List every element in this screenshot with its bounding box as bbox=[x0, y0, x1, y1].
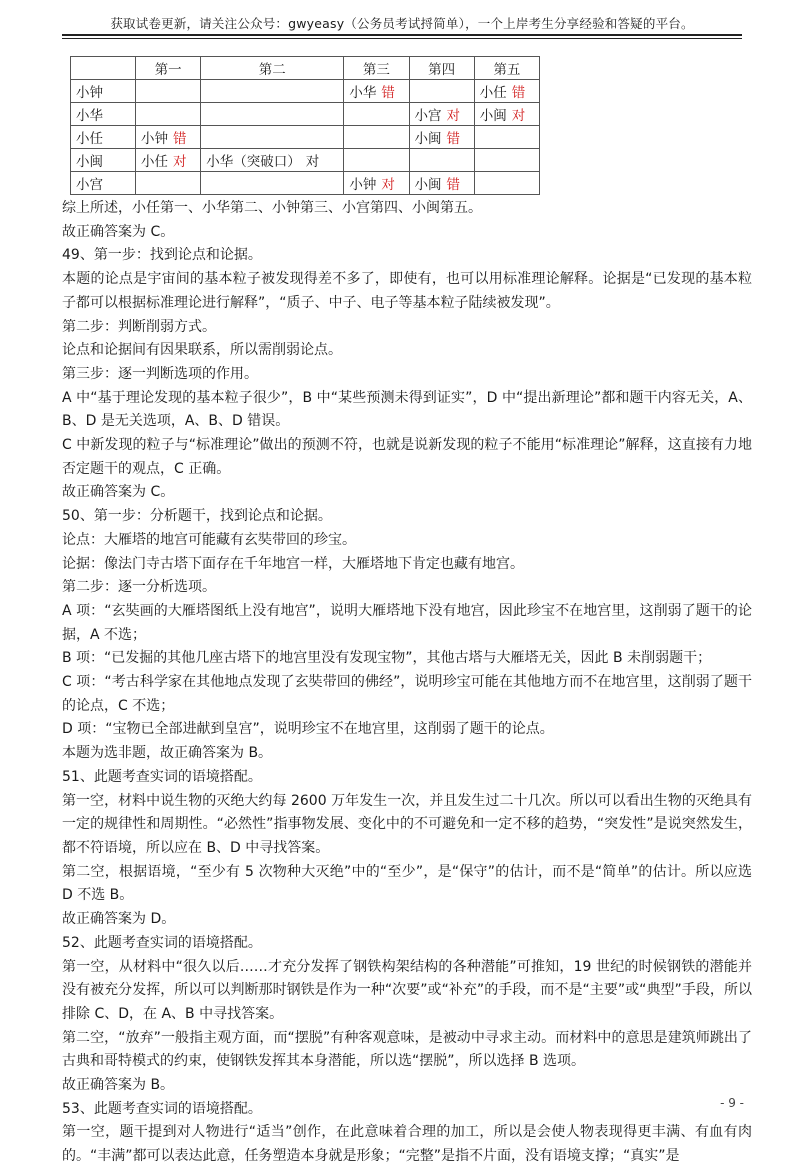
cell-result: 错 bbox=[446, 131, 461, 147]
table-cell bbox=[201, 126, 344, 149]
cell-speaker: 小宫 bbox=[414, 108, 442, 124]
cell-result: 错 bbox=[173, 131, 187, 147]
cell-result: 对 bbox=[305, 154, 320, 170]
table-cell bbox=[409, 149, 474, 172]
table-cell bbox=[201, 80, 344, 103]
cell-speaker: 小闽 bbox=[414, 131, 442, 147]
table-cell bbox=[201, 103, 344, 126]
paragraph: 第三步：逐一判断选项的作用。 bbox=[62, 365, 258, 382]
cell-speaker: 小任 bbox=[141, 154, 168, 170]
paragraph: 51、此题考查实词的语境搭配。 bbox=[62, 768, 262, 785]
table-cell bbox=[136, 80, 201, 103]
row-header: 小钟 bbox=[71, 80, 136, 103]
column-header: 第五 bbox=[474, 57, 539, 80]
table-cell bbox=[344, 80, 409, 103]
table-row bbox=[71, 172, 540, 195]
row-header: 小宫 bbox=[71, 172, 136, 195]
paragraph: C 中新发现的粒子与“标准理论”做出的预测不符，也就是说新发现的粒子不能用“标准理论”解释，这直接有力地否定题干的观点，C 正确。 bbox=[62, 437, 752, 477]
cell-speaker: 小华 bbox=[349, 85, 377, 101]
paragraph: 本题的论点是宇宙间的基本粒子被发现得差不多了，即使有，也可以用标准理论解释。论据是“已发现的基本粒子都可以根据标准理论进行解释”，“质子、中子、电子等基本粒子陆续被发现”。 bbox=[62, 271, 752, 311]
paragraph: 第一空，题干提到对人物进行“适当”创作，在此意味着合理的加工，所以是会使人物表现得更丰满、有血有肉的。“丰满”都可以表达此意，任务塑造本身就是形象；“完整”是指不片面，没有语境支撑；“真实”是 bbox=[62, 1124, 752, 1165]
paragraph: 49、第一步：找到论点和论据。 bbox=[62, 247, 262, 264]
paragraph: A 项：“玄奘画的大雁塔图纸上没有地宫”，说明大雁塔地下没有地宫，因此珍宝不在地宫里，这削弱了题干的论据，A 不选； bbox=[62, 602, 752, 643]
row-header: 小闽 bbox=[71, 149, 136, 172]
paragraph: C 项：“考古科学家在其他地点发现了玄奘带回的佛经”，说明珍宝可能在其他地方而不在地宫里，这削弱了题干的论点，C 不选； bbox=[62, 674, 752, 714]
paragraph: 故正确答案为 C。 bbox=[62, 484, 175, 501]
table-cell bbox=[136, 149, 201, 172]
cell-speaker: 小闽 bbox=[479, 108, 507, 124]
paragraph: 论点：大雁塔的地宫可能藏有玄奘带回的珍宝。 bbox=[62, 531, 356, 548]
table-cell bbox=[344, 126, 409, 149]
paragraph: A 中“基于理论发现的基本粒子很少”，B 中“某些预测未得到证实”，D 中“提出新理论”都和题干内容无关，A、B、D 是无关选项，A、B、D 错误。 bbox=[62, 389, 752, 430]
paragraph: 本题为选非题，故正确答案为 B。 bbox=[62, 745, 273, 762]
paragraph: 故正确答案为 C。 bbox=[62, 223, 175, 240]
cell-result: 错 bbox=[446, 177, 461, 193]
paragraph: 53、此题考查实词的语境搭配。 bbox=[62, 1100, 262, 1117]
cell-result: 对 bbox=[511, 108, 526, 124]
table-row bbox=[71, 80, 540, 103]
paragraph: 第二步：判断削弱方式。 bbox=[62, 318, 216, 335]
header-rule bbox=[62, 34, 742, 39]
paragraph: 第二空，根据语境，“至少有 5 次物种大灭绝”中的“至少”，是“保守”的估计，而不是“简单”的估计。所以应选 D 不选 B。 bbox=[62, 863, 752, 904]
cell-result: 对 bbox=[381, 177, 395, 193]
table-cell bbox=[201, 172, 344, 195]
paragraph: 故正确答案为 B。 bbox=[62, 1077, 175, 1094]
table-cell bbox=[474, 80, 539, 103]
table-cell bbox=[474, 149, 539, 172]
table-row bbox=[71, 126, 540, 149]
page-number: - 9 - bbox=[720, 1096, 744, 1110]
table-cell bbox=[409, 80, 474, 103]
paragraph: 论点和论据间有因果联系，所以需削弱论点。 bbox=[62, 342, 342, 359]
table-header-row bbox=[71, 57, 540, 80]
cell-speaker: 小华（突破口） bbox=[206, 154, 301, 170]
paragraph: 第一空，材料中说生物的灭绝大约每 2600 万年发生一次，并且发生过二十几次。所以可以看出生物的灭绝具有一定的规律性和周期性。“必然性”指事物发展、变化中的不可避免和一定不移的趋势，“突发性”是说突然发生，都不符语境，所以应在 B、D 中寻找答案。 bbox=[62, 792, 752, 856]
table-cell bbox=[409, 172, 474, 195]
paragraph: D 项：“宝物已全部进献到皇宫”，说明珍宝不在地宫里，这削弱了题干的论点。 bbox=[62, 721, 554, 738]
paragraph: 第二空，“放弃”一般指主观方面，而“摆脱”有种客观意味，是被动中寻求主动。而材料中的意思是建筑师跳出了古典和哥特模式的约束，使钢铁发挥其本身潜能，所以选“摆脱”，所以选择 B 选项。 bbox=[62, 1029, 752, 1070]
table-cell bbox=[344, 172, 409, 195]
table-row bbox=[71, 149, 540, 172]
paragraph: 50、第一步：分析题干，找到论点和论据。 bbox=[62, 508, 332, 525]
cell-result: 对 bbox=[173, 154, 187, 170]
table-row bbox=[71, 103, 540, 126]
table-cell bbox=[409, 126, 474, 149]
cell-speaker: 小任 bbox=[479, 85, 507, 101]
solution-text bbox=[62, 197, 752, 1169]
table-cell bbox=[136, 172, 201, 195]
row-header: 小华 bbox=[71, 103, 136, 126]
column-header bbox=[71, 57, 136, 80]
paragraph: 故正确答案为 D。 bbox=[62, 911, 176, 928]
paragraph: 第一空，从材料中“很久以后……才充分发挥了钢铁构架结构的各种潜能”可推知，19 世纪的时候钢铁的潜能并没有被充分发挥，所以可以判断那时钢铁是作为一种“次要”或“补充”的手段，而不是“主要”或“典型”手段，所以排除 C、D，在 A、B 中寻找答案。 bbox=[62, 958, 752, 1022]
row-header: 小任 bbox=[71, 126, 136, 149]
table-cell bbox=[344, 103, 409, 126]
cell-result: 错 bbox=[381, 85, 395, 101]
paragraph: 综上所述，小任第一、小华第二、小钟第三、小宫第四、小闽第五。 bbox=[62, 200, 482, 216]
paragraph: 论据：像法门寺古塔下面存在千年地宫一样，大雁塔地下肯定也藏有地宫。 bbox=[62, 555, 524, 572]
column-header: 第四 bbox=[409, 57, 474, 80]
table-cell bbox=[409, 103, 474, 126]
paragraph: 52、此题考查实词的语境搭配。 bbox=[62, 934, 262, 951]
table-cell bbox=[344, 149, 409, 172]
table-cell bbox=[474, 103, 539, 126]
cell-speaker: 小钟 bbox=[349, 177, 377, 193]
table-cell bbox=[474, 172, 539, 195]
table-cell bbox=[201, 149, 344, 172]
table-cell bbox=[136, 126, 201, 149]
page-header: 获取试卷更新，请关注公众号：gwyeasy（公务员考试捋简单），一个上岸考生分享经验和答疑的平台。 bbox=[110, 16, 694, 31]
cell-result: 错 bbox=[511, 85, 526, 101]
paragraph: B 项：“已发掘的其他几座古塔下的地宫里没有发现宝物”，其他古塔与大雁塔无关，因此 B 未削弱题干； bbox=[62, 650, 712, 667]
cell-speaker: 小钟 bbox=[141, 131, 168, 147]
column-header: 第一 bbox=[136, 57, 201, 80]
cell-result: 对 bbox=[446, 108, 461, 124]
cell-speaker: 小闽 bbox=[414, 177, 442, 193]
table-cell bbox=[136, 103, 201, 126]
answer-grid-table bbox=[70, 56, 540, 195]
column-header: 第三 bbox=[344, 57, 409, 80]
paragraph: 第二步：逐一分析选项。 bbox=[62, 579, 216, 596]
column-header: 第二 bbox=[201, 57, 344, 80]
table-cell bbox=[474, 126, 539, 149]
